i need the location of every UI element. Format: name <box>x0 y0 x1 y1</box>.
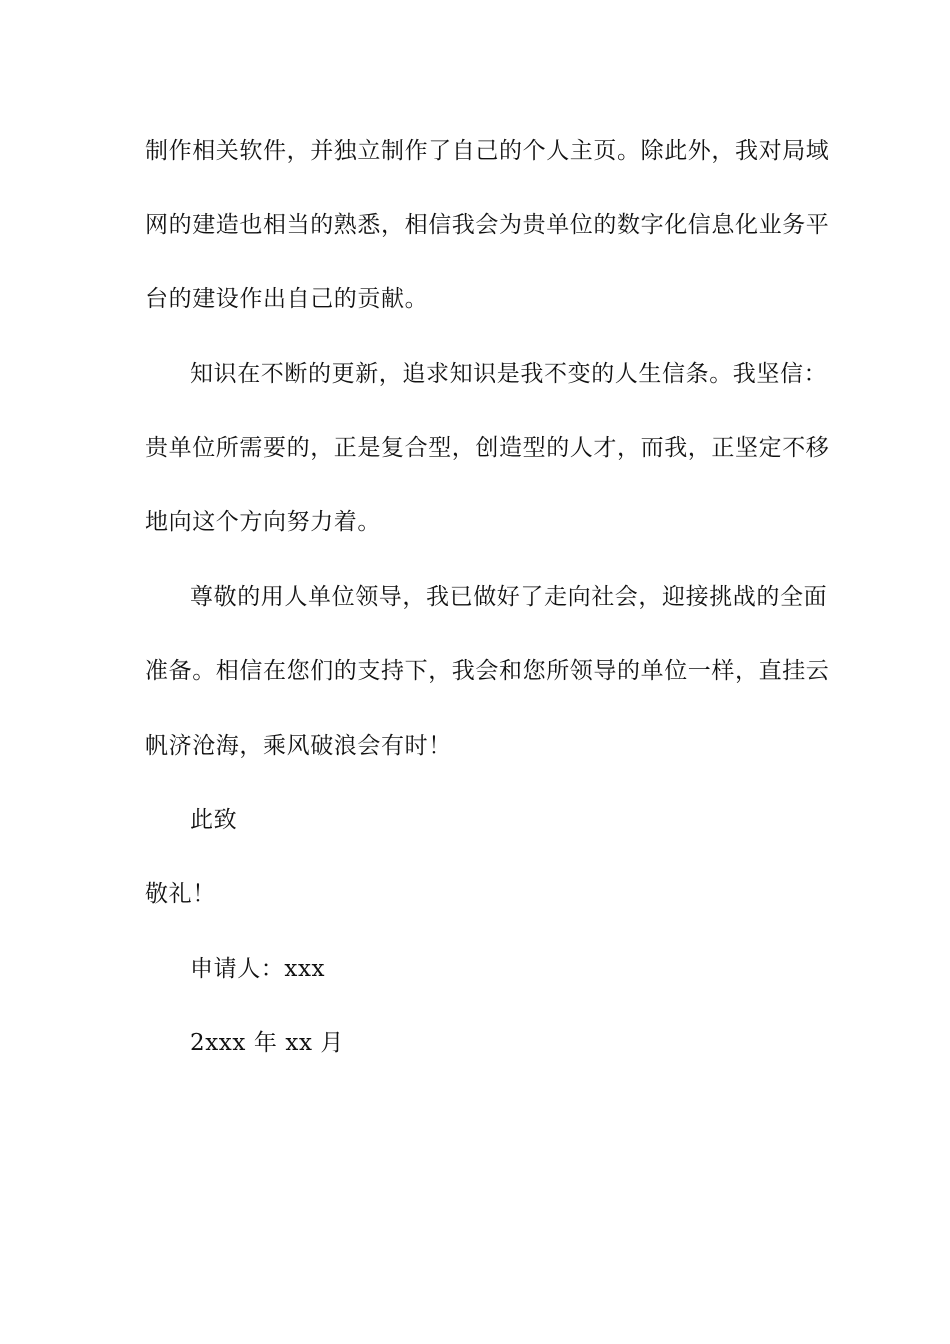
paragraph-2-line-2: 贵单位所需要的，正是复合型，创造型的人才，而我，正坚定不移 <box>145 435 830 461</box>
paragraph-3-line-3: 帆济沧海，乘风破浪会有时！ <box>145 733 452 759</box>
paragraph-1-line-3: 台的建设作出自己的贡献。 <box>145 286 429 312</box>
paragraph-1-line-2: 网的建造也相当的熟悉，相信我会为贵单位的数字化信息化业务平 <box>145 212 830 238</box>
paragraph-2-line-1: 知识在不断的更新，追求知识是我不变的人生信条。我坚信： <box>190 361 828 387</box>
closing-salutation: 此致 <box>190 807 238 833</box>
closing-regards: 敬礼！ <box>145 881 216 907</box>
paragraph-2-line-3: 地向这个方向努力着。 <box>145 509 381 535</box>
paragraph-3-line-2: 准备。相信在您们的支持下，我会和您所领导的单位一样，直挂云 <box>145 658 830 684</box>
paragraph-1-line-1: 制作相关软件，并独立制作了自己的个人主页。除此外，我对局域 <box>145 138 830 164</box>
letter-date: 2xxx 年 xx 月 <box>190 1030 345 1056</box>
applicant-signature: 申请人：xxx <box>190 956 326 982</box>
paragraph-3-line-1: 尊敬的用人单位领导，我已做好了走向社会，迎接挑战的全面 <box>190 584 828 610</box>
